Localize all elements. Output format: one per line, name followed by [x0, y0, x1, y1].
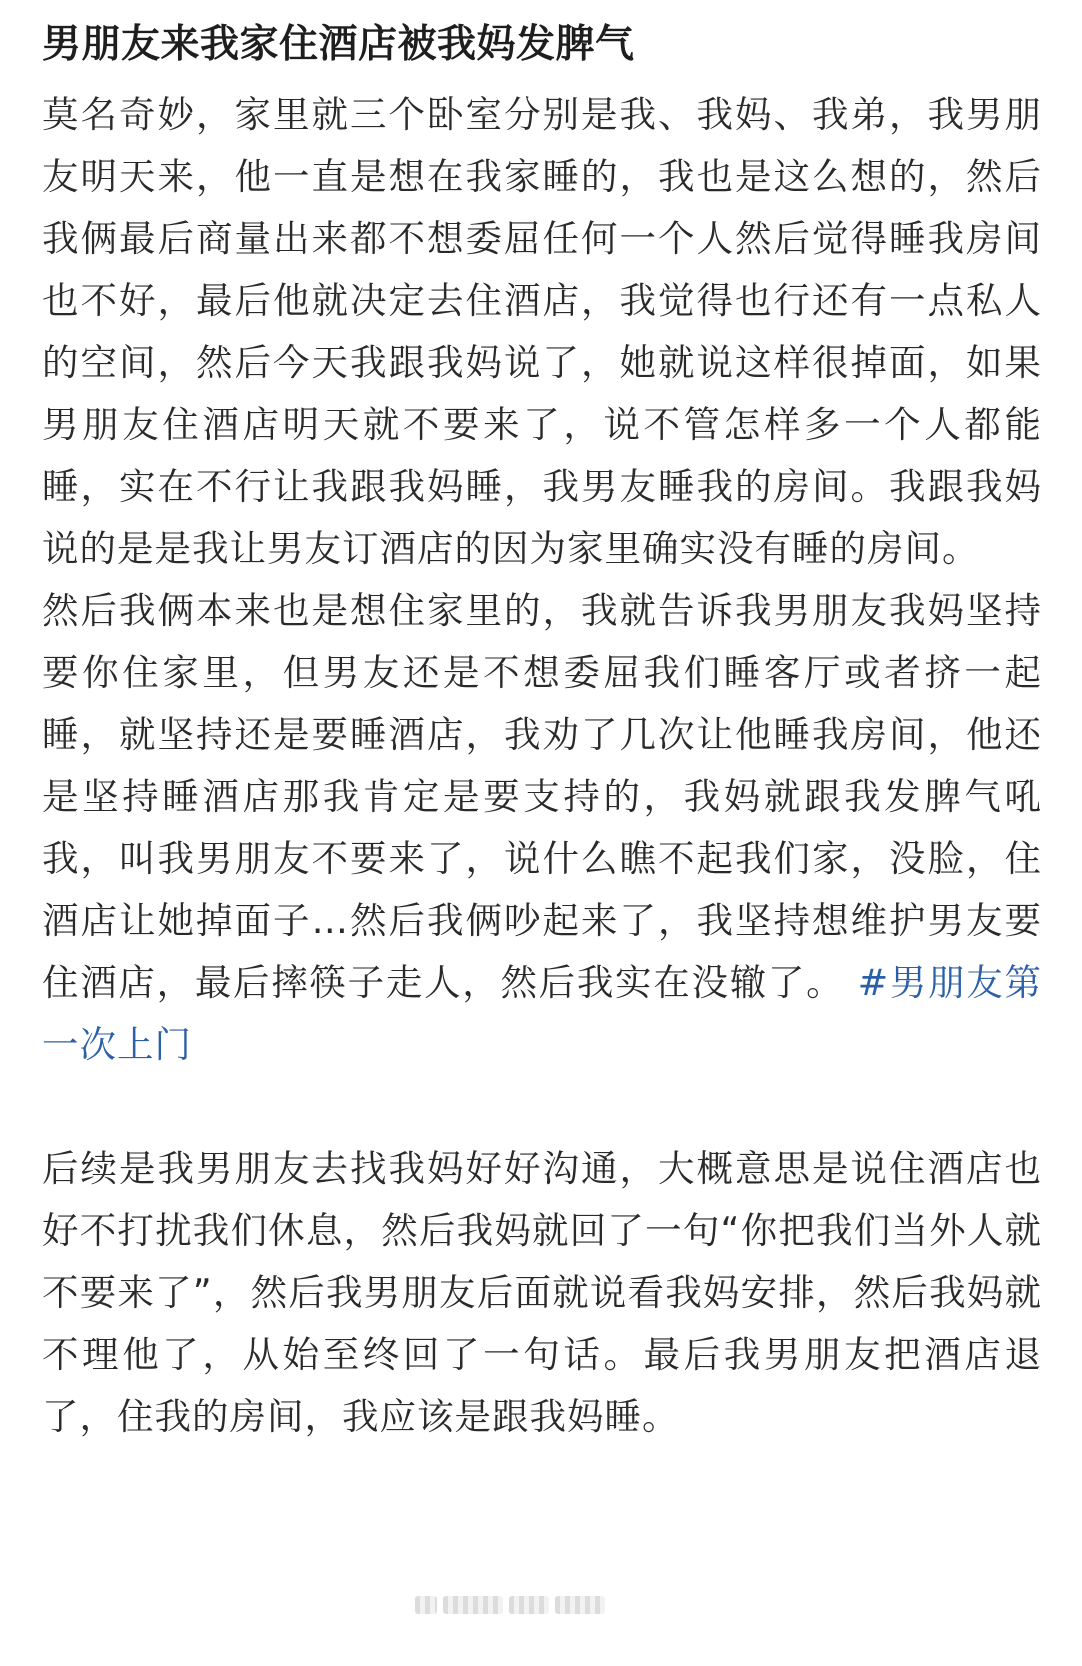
post-body: [42, 84, 1042, 1448]
post-paragraph-2-text: 然后我俩本来也是想住家里的，我就告诉我男朋友我妈坚持要你住家里，但男友还是不想委屈我们睡客厅或者挤一起睡，就坚持还是要睡酒店，我劝了几次让他睡我房间，他还是坚持睡酒店那我肯定是要支持的，我妈就跟我发脾气吼我，叫我男朋友不要来了，说什么瞧不起我们家，没脸，住酒店让她掉面子…然后我俩吵起来了，我坚持想维护男友要住酒店，最后摔筷子走人，然后我实在没辙了。: [42, 589, 1042, 1004]
post-paragraph-1: 莫名奇妙，家里就三个卧室分别是我、我妈、我弟，我男朋友明天来，他一直是想在我家睡的，我也是这么想的，然后我俩最后商量出来都不想委屈任何一个人然后觉得睡我房间也不好，最后他就决定去住酒店，我觉得也行还有一点私人的空间，然后今天我跟我妈说了，她就说这样很掉面，如果男朋友住酒店明天就不要来了，说不管怎样多一个人都能睡，实在不行让我跟我妈睡，我男友睡我的房间。我跟我妈说的是是我让男友订酒店的因为家里确实没有睡的房间。: [42, 93, 1042, 570]
watermark-block: [509, 1596, 549, 1614]
post-paragraph-3: 后续是我男朋友去找我妈好好沟通，大概意思是说住酒店也好不打扰我们休息，然后我妈就回了一句“你把我们当外人就不要来了”，然后我男朋友后面就说看我妈安排，然后我妈就不理他了，从始至终回了一句话。最后我男朋友把酒店退了，住我的房间，我应该是跟我妈睡。: [42, 1147, 1042, 1438]
watermark-block: [443, 1596, 503, 1614]
watermark-block: [555, 1596, 605, 1614]
post-paragraph-2: [42, 580, 1042, 1076]
post-title: 男朋友来我家住酒店被我妈发脾气: [42, 22, 635, 67]
paragraph-gap: [42, 1076, 1042, 1138]
watermark-logo-icon: [415, 1596, 437, 1614]
hashtag-link[interactable]: #男朋友第一次上门: [42, 961, 1042, 1066]
blurred-watermark: [415, 1590, 625, 1620]
post: [42, 14, 1042, 1448]
